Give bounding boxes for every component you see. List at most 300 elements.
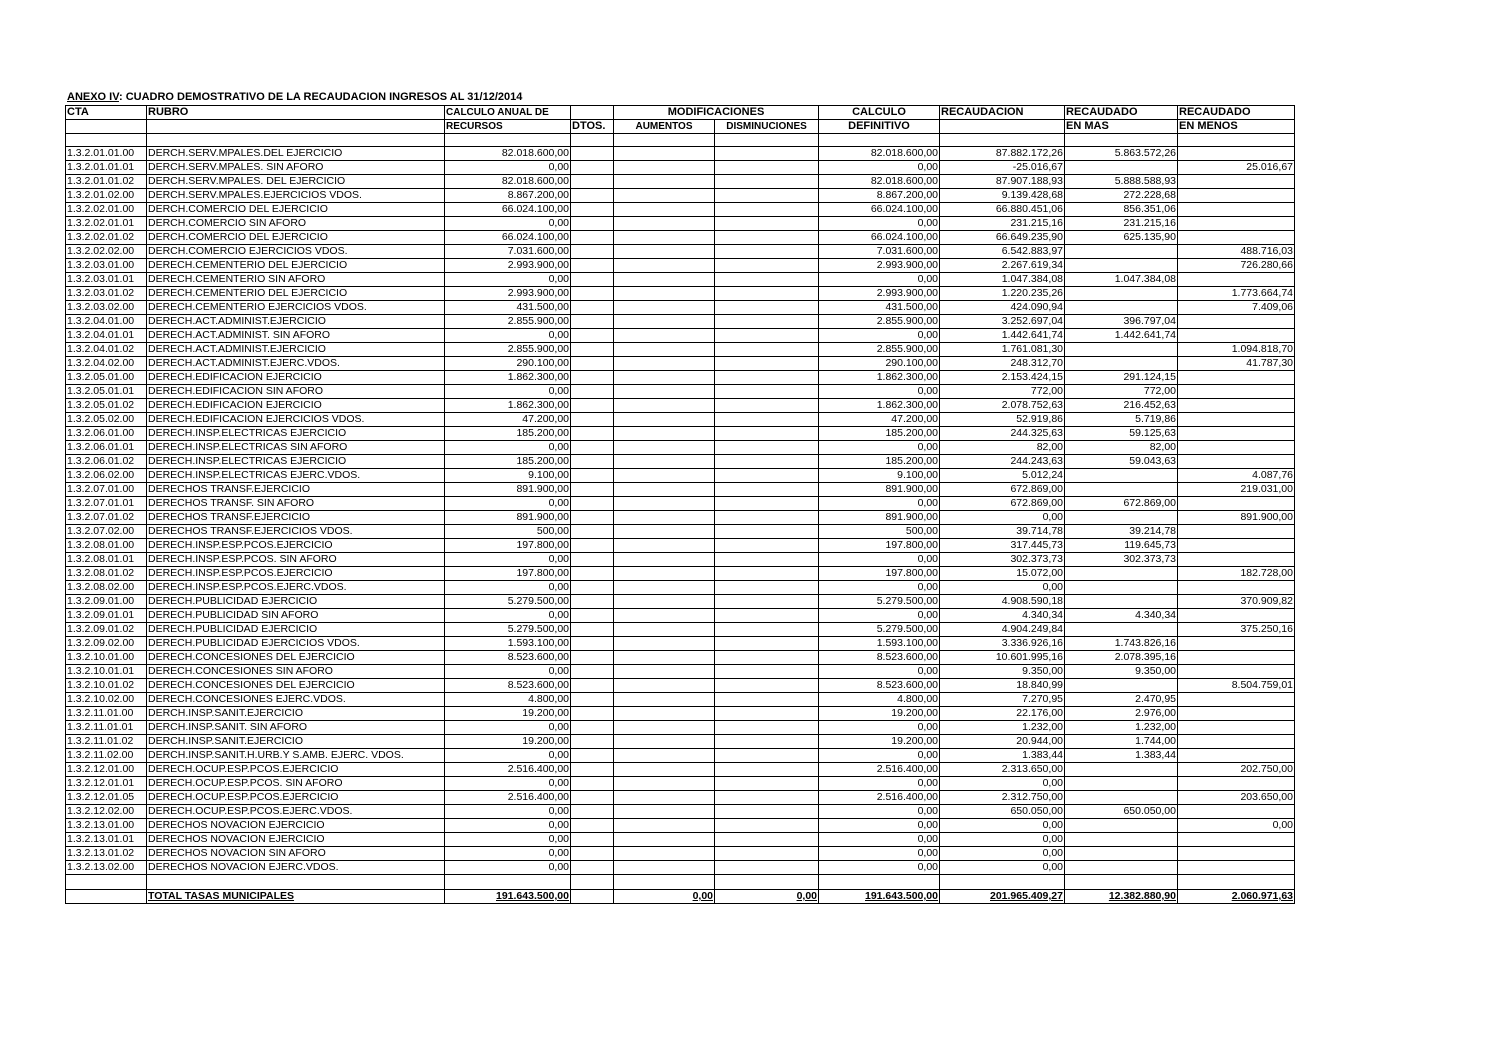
cell-cta: 1.3.2.08.02.00 [66,581,147,595]
cell-aumentos [614,399,715,413]
cell-disminuciones [715,763,819,777]
cell-dtos [571,525,614,539]
table-row [66,609,1295,623]
header-empty [66,120,147,134]
cell-cta: 1.3.2.01.01.00 [66,147,147,161]
cell-rubro: DERCH.COMERCIO EJERCICIOS VDOS. [147,245,445,259]
cell-rubro: DERECH.INSP.ESP.PCOS. SIN AFORO [147,553,445,567]
cell-cta: 1.3.2.11.01.01 [66,721,147,735]
cell-cta: 1.3.2.06.01.01 [66,441,147,455]
cell-recaudacion: 317.445,73 [940,539,1065,553]
cell-aumentos [614,763,715,777]
cell-dtos [571,581,614,595]
cell-en-menos [1178,651,1295,665]
cell-disminuciones [715,735,819,749]
cell-en-menos: 41.787,30 [1178,357,1295,371]
cell-recursos: 0,00 [445,161,571,175]
table-row [66,287,1295,301]
cell-rubro: DERECH.INSP.ELECTRICAS EJERC.VDOS. [147,469,445,483]
cell-cta: 1.3.2.08.01.02 [66,567,147,581]
table-row [66,497,1295,511]
cell-dtos [571,455,614,469]
cell-recaudacion: 10.601.995,16 [940,651,1065,665]
header-empty [147,120,445,134]
cell-definitivo: 9.100,00 [819,469,940,483]
table-row [66,805,1295,819]
cell-recursos: 2.855.900,00 [445,343,571,357]
cell-aumentos [614,147,715,161]
cell-en-mas [1065,161,1178,175]
cell-en-menos: 203.650,00 [1178,791,1295,805]
header-empty [940,120,1065,134]
cell-aumentos [614,693,715,707]
cell-en-menos [1178,147,1295,161]
cell-en-mas: 9.350,00 [1065,665,1178,679]
cell-disminuciones [715,371,819,385]
cell-disminuciones [715,511,819,525]
header-row-2 [66,120,1295,134]
cell-recaudacion: 1.220.235,26 [940,287,1065,301]
cell-recursos: 0,00 [445,833,571,847]
cell-en-menos [1178,833,1295,847]
cell-dtos [571,763,614,777]
cell-recursos: 0,00 [445,861,571,875]
cell-definitivo: 0,00 [819,833,940,847]
cell-disminuciones [715,455,819,469]
cell-cta: 1.3.2.03.02.00 [66,301,147,315]
cell-recaudacion: 1.761.081,30 [940,343,1065,357]
cell-aumentos [614,245,715,259]
cell-dtos [571,777,614,791]
total-value: TOTAL TASAS MUNICIPALES [148,890,295,902]
cell-cta: 1.3.2.12.01.01 [66,777,147,791]
cell-recaudacion: 82,00 [940,441,1065,455]
cell-dtos [571,441,614,455]
cell-recursos: 891.900,00 [445,511,571,525]
cell-cta: 1.3.2.02.01.01 [66,217,147,231]
cell-en-mas [1065,301,1178,315]
header-en-menos: EN MENOS [1178,120,1295,134]
cell-dtos [571,189,614,203]
cell-disminuciones [715,539,819,553]
cell-aumentos [614,511,715,525]
cell-cta: 1.3.2.11.01.00 [66,707,147,721]
cell-cta: 1.3.2.12.01.00 [66,763,147,777]
cell-en-mas: 59.043,63 [1065,455,1178,469]
cell-recaudacion: 4.904.249,84 [940,623,1065,637]
cell-disminuciones [715,301,819,315]
cell-en-mas [1065,861,1178,875]
cell-recursos: 500,00 [445,525,571,539]
table-row [66,343,1295,357]
cell-rubro: DERECH.PUBLICIDAD SIN AFORO [147,609,445,623]
cell-dtos [571,427,614,441]
total-value: 201.965.409,27 [990,890,1063,902]
cell-cta: 1.3.2.06.02.00 [66,469,147,483]
cell-recursos: 19.200,00 [445,707,571,721]
cell-cta: 1.3.2.09.01.00 [66,595,147,609]
cell-dtos [571,609,614,623]
table-row [66,665,1295,679]
table-row [66,861,1295,875]
cell-definitivo: 2.855.900,00 [819,343,940,357]
cell-cta: 1.3.2.10.02.00 [66,693,147,707]
cell-definitivo: 0,00 [819,665,940,679]
cell-aumentos [614,651,715,665]
cell-recaudacion: 66.649.235,90 [940,231,1065,245]
cell-en-mas: 672.869,00 [1065,497,1178,511]
cell-en-menos [1178,273,1295,287]
cell-recursos: 0,00 [445,847,571,861]
header-calculo: CALCULO [819,106,940,120]
cell-en-menos [1178,721,1295,735]
total-value: 12.382.880,90 [1108,890,1176,902]
cell-definitivo: 2.516.400,00 [819,763,940,777]
cell-rubro: DERECHOS NOVACION EJERCICIO [147,819,445,833]
cell-recaudacion: 1.442.641,74 [940,329,1065,343]
cell-recursos: 2.993.900,00 [445,287,571,301]
cell-en-mas [1065,791,1178,805]
cell-en-mas [1065,287,1178,301]
cell-recursos: 66.024.100,00 [445,203,571,217]
cell-rubro: DERECHOS TRANSF. SIN AFORO [147,497,445,511]
cell-aumentos [614,623,715,637]
cell-recaudacion: 2.313.650,00 [940,763,1065,777]
cell-definitivo: 185.200,00 [819,427,940,441]
cell-recaudacion: 9.139.428,68 [940,189,1065,203]
cell-cta: 1.3.2.04.01.01 [66,329,147,343]
cell-en-mas: 1.743.826,16 [1065,637,1178,651]
cell-recaudacion: 244.325,63 [940,427,1065,441]
cell-cta: 1.3.2.05.02.00 [66,413,147,427]
table-row [66,203,1295,217]
cell-definitivo: 0,00 [819,581,940,595]
cell-en-menos [1178,539,1295,553]
cell-en-menos [1178,217,1295,231]
cell-recursos: 1.862.300,00 [445,371,571,385]
cell-dtos [571,469,614,483]
table-row [66,189,1295,203]
cell-dtos [571,203,614,217]
total-row [66,890,1295,904]
cell-rubro: DERECH.INSP.ELECTRICAS SIN AFORO [147,441,445,455]
cell-recursos: 0,00 [445,273,571,287]
cell-en-menos [1178,427,1295,441]
cell-dtos [571,539,614,553]
cell-en-menos: 202.750,00 [1178,763,1295,777]
cell-definitivo: 2.855.900,00 [819,315,940,329]
cell-cta: 1.3.2.01.01.01 [66,161,147,175]
cell-rubro: DERECH.ACT.ADMINIST.EJERCICIO [147,315,445,329]
cell-dtos [571,665,614,679]
cell-rubro: DERCH.SERV.MPALES.DEL EJERCICIO [147,147,445,161]
table-row [66,329,1295,343]
cell-rubro: DERECH.INSP.ELECTRICAS EJERCICIO [147,427,445,441]
cell-dtos [571,287,614,301]
table-row [66,469,1295,483]
cell-en-mas: 625.135,90 [1065,231,1178,245]
table-row [66,315,1295,329]
cell-dtos [571,357,614,371]
cell-rubro: DERECHOS TRANSF.EJERCICIO [147,511,445,525]
header-en-mas: EN MAS [1065,120,1178,134]
cell-en-mas [1065,567,1178,581]
table-row [66,581,1295,595]
cell-definitivo: 66.024.100,00 [819,231,940,245]
cell-en-menos: 370.909,82 [1178,595,1295,609]
cell-recursos: 1.593.100,00 [445,637,571,651]
cell-aumentos [614,385,715,399]
cell-definitivo: 500,00 [819,525,940,539]
header-row-1 [66,106,1295,120]
cell-recursos: 0,00 [445,385,571,399]
cell-cta: 1.3.2.08.01.00 [66,539,147,553]
table-row [66,427,1295,441]
cell-recursos: 8.523.600,00 [445,679,571,693]
cell-rubro: DERCH.INSP.SANIT.EJERCICIO [147,735,445,749]
cell-definitivo: 0,00 [819,217,940,231]
cell-rubro: DERECH.EDIFICACION EJERCICIO [147,371,445,385]
cell-en-mas [1065,679,1178,693]
cell-dtos [571,791,614,805]
cell-definitivo: 0,00 [819,847,940,861]
table-row [66,539,1295,553]
cell-recursos: 7.031.600,00 [445,245,571,259]
cell-en-menos: 25.016,67 [1178,161,1295,175]
cell-disminuciones [715,651,819,665]
cell-definitivo: 1.862.300,00 [819,371,940,385]
cell-en-menos [1178,413,1295,427]
cell-rubro: DERECH.CEMENTERIO EJERCICIOS VDOS. [147,301,445,315]
cell-disminuciones [715,721,819,735]
cell-disminuciones [715,469,819,483]
cell-cta: 1.3.2.03.01.02 [66,287,147,301]
cell-disminuciones [715,217,819,231]
cell-recursos: 47.200,00 [445,413,571,427]
cell-dtos [571,385,614,399]
cell-cta: 1.3.2.07.01.01 [66,497,147,511]
header-empty-dtos [571,106,614,120]
cell-dtos [571,259,614,273]
cell-recaudacion: 0,00 [940,581,1065,595]
cell-aumentos [614,161,715,175]
cell-recaudacion: 248.312,70 [940,357,1065,371]
cell-recaudacion: 1.047.384,08 [940,273,1065,287]
cell-en-mas: 39.214,78 [1065,525,1178,539]
cell-rubro: DERCH.INSP.SANIT. SIN AFORO [147,721,445,735]
cell-disminuciones [715,147,819,161]
table-row [66,259,1295,273]
cell-dtos [571,371,614,385]
cell-recursos: 197.800,00 [445,539,571,553]
cell-definitivo: 0,00 [819,777,940,791]
total-value: 0,00 [796,890,817,902]
cell-rubro: DERCH.INSP.SANIT.EJERCICIO [147,707,445,721]
cell-definitivo: 0,00 [819,721,940,735]
cell-en-mas: 5.863.572,26 [1065,147,1178,161]
spacer-row [66,134,1295,147]
cell-cta: 1.3.2.07.01.00 [66,483,147,497]
cell-cta: 1.3.2.02.01.02 [66,231,147,245]
cell-rubro: DERECH.CONCESIONES SIN AFORO [147,665,445,679]
cell-rubro: DERCH.SERV.MPALES. DEL EJERCICIO [147,175,445,189]
total-recaudacion [940,890,1065,904]
cell-recaudacion: 66.880.451,06 [940,203,1065,217]
table-row [66,399,1295,413]
cell-aumentos [614,595,715,609]
cell-recaudacion: 1.232,00 [940,721,1065,735]
cell-dtos [571,511,614,525]
cell-en-mas: 856.351,06 [1065,203,1178,217]
cell-recursos: 1.862.300,00 [445,399,571,413]
cell-definitivo: 82.018.600,00 [819,175,940,189]
cell-recursos: 2.516.400,00 [445,791,571,805]
header-recaudado-mas: RECAUDADO [1065,106,1178,120]
cell-aumentos [614,777,715,791]
cell-en-mas [1065,245,1178,259]
cell-cta: 1.3.2.10.01.00 [66,651,147,665]
cell-definitivo: 8.523.600,00 [819,651,940,665]
cell-en-menos [1178,525,1295,539]
cell-disminuciones [715,805,819,819]
cell-aumentos [614,357,715,371]
cell-aumentos [614,343,715,357]
cell-en-mas: 5.888.588,93 [1065,175,1178,189]
cell-recursos: 0,00 [445,721,571,735]
table-row [66,147,1295,161]
cell-definitivo: 1.862.300,00 [819,399,940,413]
cell-disminuciones [715,357,819,371]
cell-en-menos: 7.409,06 [1178,301,1295,315]
cell-disminuciones [715,567,819,581]
cell-en-mas [1065,357,1178,371]
table-row [66,217,1295,231]
cell-recaudacion: 5.012,24 [940,469,1065,483]
cell-disminuciones [715,707,819,721]
cell-disminuciones [715,385,819,399]
cell-dtos [571,343,614,357]
cell-rubro: DERECH.PUBLICIDAD EJERCICIO [147,595,445,609]
cell-definitivo: 0,00 [819,161,940,175]
cell-en-mas: 216.452,63 [1065,399,1178,413]
cell-en-mas: 2.470,95 [1065,693,1178,707]
cell-recaudacion: 302.373,73 [940,553,1065,567]
cell-en-menos: 0,00 [1178,819,1295,833]
cell-cta: 1.3.2.04.01.02 [66,343,147,357]
table-row [66,385,1295,399]
cell-aumentos [614,833,715,847]
table-row [66,679,1295,693]
cell-recaudacion: 0,00 [940,861,1065,875]
cell-disminuciones [715,315,819,329]
cell-cta: 1.3.2.11.02.00 [66,749,147,763]
cell-aumentos [614,749,715,763]
cell-en-menos [1178,777,1295,791]
cell-cta: 1.3.2.05.01.02 [66,399,147,413]
cell-dtos [571,399,614,413]
total-value: 0,00 [692,890,713,902]
cell-recursos: 197.800,00 [445,567,571,581]
cell-cta: 1.3.2.02.02.00 [66,245,147,259]
cell-definitivo: 19.200,00 [819,735,940,749]
cell-recursos: 0,00 [445,497,571,511]
cell-aumentos [614,497,715,511]
cell-recursos: 4.800,00 [445,693,571,707]
table-row [66,749,1295,763]
cell-cta: 1.3.2.09.01.01 [66,609,147,623]
cell-aumentos [614,469,715,483]
total-dtos [571,890,614,904]
cell-recursos: 0,00 [445,665,571,679]
cell-aumentos [614,861,715,875]
cell-dtos [571,595,614,609]
cell-definitivo: 5.279.500,00 [819,595,940,609]
cell-dtos [571,721,614,735]
cell-en-menos: 726.280,66 [1178,259,1295,273]
header-disminuciones: DISMINUCIONES [715,120,819,134]
cell-disminuciones [715,231,819,245]
cell-aumentos [614,721,715,735]
cell-recaudacion: 672.869,00 [940,497,1065,511]
cell-en-menos [1178,231,1295,245]
cell-aumentos [614,259,715,273]
cell-dtos [571,497,614,511]
cell-dtos [571,553,614,567]
cell-disminuciones [715,623,819,637]
cell-aumentos [614,441,715,455]
cell-en-mas [1065,847,1178,861]
cell-dtos [571,749,614,763]
total-rubro [147,890,445,904]
cell-en-menos [1178,847,1295,861]
cell-en-mas: 59.125,63 [1065,427,1178,441]
cell-rubro: DERECHOS TRANSF.EJERCICIO [147,483,445,497]
total-aumentos [614,890,715,904]
cell-recursos: 8.867.200,00 [445,189,571,203]
revenue-table [65,105,1295,904]
cell-en-mas [1065,623,1178,637]
table-row [66,455,1295,469]
cell-recursos: 9.100,00 [445,469,571,483]
cell-definitivo: 4.800,00 [819,693,940,707]
cell-aumentos [614,189,715,203]
cell-aumentos [614,637,715,651]
cell-disminuciones [715,525,819,539]
cell-recursos: 0,00 [445,805,571,819]
cell-en-mas: 119.645,73 [1065,539,1178,553]
table-row [66,413,1295,427]
cell-en-menos [1178,693,1295,707]
cell-recursos: 5.279.500,00 [445,595,571,609]
cell-en-mas: 1.442.641,74 [1065,329,1178,343]
cell-disminuciones [715,693,819,707]
cell-definitivo: 19.200,00 [819,707,940,721]
cell-aumentos [614,539,715,553]
cell-en-mas: 2.976,00 [1065,707,1178,721]
cell-rubro: DERECH.CEMENTERIO DEL EJERCICIO [147,287,445,301]
cell-en-mas: 231.215,16 [1065,217,1178,231]
table-row [66,819,1295,833]
table-row [66,371,1295,385]
header-rubro: RUBRO [147,106,445,120]
cell-aumentos [614,329,715,343]
cell-definitivo: 8.867.200,00 [819,189,940,203]
cell-cta: 1.3.2.12.01.05 [66,791,147,805]
table-row [66,735,1295,749]
total-en-mas [1065,890,1178,904]
table-row [66,553,1295,567]
cell-rubro: DERECH.CONCESIONES DEL EJERCICIO [147,679,445,693]
